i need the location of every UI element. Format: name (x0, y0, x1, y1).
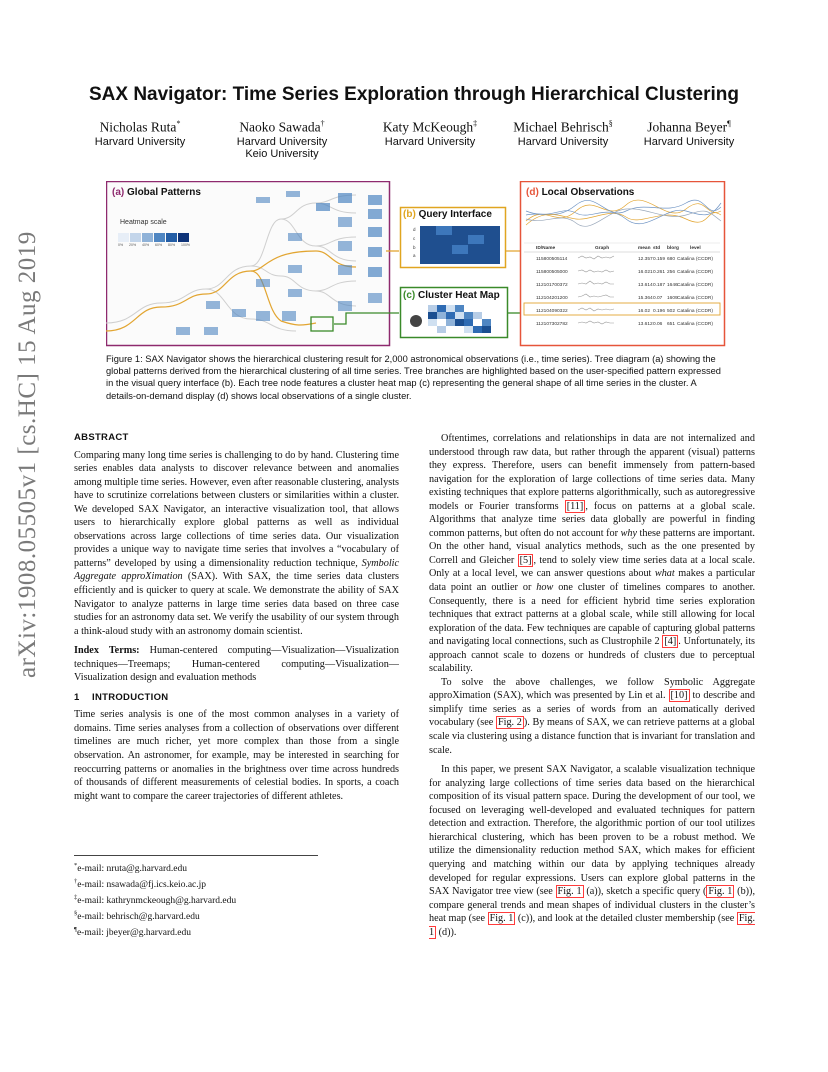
author-affiliation: Harvard University (643, 135, 735, 148)
svg-text:112104090322: 112104090322 (536, 309, 568, 314)
left-column (74, 431, 399, 803)
svg-text:1609: 1609 (667, 296, 678, 301)
figure-link[interactable]: Fig. 1 (708, 886, 733, 898)
svg-text:1646: 1646 (667, 283, 678, 288)
paper-title: SAX Navigator: Time Series Exploration through Hierarchical Clustering (88, 84, 740, 105)
svg-text:Catalina (CCDR): Catalina (CCDR) (677, 257, 713, 262)
svg-text:0.196: 0.196 (653, 309, 666, 314)
svg-text:12.357: 12.357 (638, 257, 653, 262)
index-terms: Index Terms: Human-centered computing—Visualization—Visualization techniques—Treemaps; Human-centered computing—Visualization—Visualization design and evaluation methods (74, 645, 399, 684)
heatmap-scale-ticks: 0% 20% 40% 60% 80% 100% (118, 243, 190, 247)
citation-link[interactable]: [5] (519, 554, 532, 566)
author-name: Naoko Sawada (239, 119, 321, 135)
figure-link[interactable]: Fig. 2 (497, 717, 522, 729)
footnote: ¶e-mail: jbeyer@g.harvard.edu (74, 925, 191, 938)
svg-text:level: level (690, 246, 701, 251)
citation-link[interactable]: [10] (670, 690, 688, 702)
author-name: Johanna Beyer (647, 119, 728, 135)
svg-text:Catalina (CCDR): Catalina (CCDR) (677, 283, 713, 288)
right-column (429, 432, 755, 939)
abstract-paragraph: Comparing many long time series is challenging to do by hand. Clustering time series enables data analysts to discover relevance between and anomalies among multiple time series. However, even after reasonable clustering, analysts have to scrutinize correlations between clusters or similarities within a cluster. We developed SAX Navigator, an interactive visualization tool, that allows users to hierarchically explore global patterns as well as individual observations across large collections of time series data. Our visualization provides a unique way to navigate time series that involves a “vocabulary of patterns” developed by using a dimensionality reduction technique, Symbolic Aggregate approXimation (SAX). With SAX, the time series data clusters efficiently and is quicker to query at scale. We demonstrate the ability of SAX Navigator to analyze patterns in large time series data based on three case studies for an astronomy data set. We verify the usability of our system through a think-aloud study with an astronomy domain scientist. (74, 449, 399, 637)
introduction-paragraph: Time series analysis is one of the most common analyses in a variety of domains. Time series analyses from a collection of observations over different timelines are much richer, yet more complex than those from a single observation. An astronomer, for example, may be interested in searching for reoccurring patterns or anomalies in the brightness over time across hundreds of thousands of different measurements of celestial bodies. In sports, a coach might want to compare the career trajectories of different athletes. (74, 709, 399, 802)
abstract-heading: ABSTRACT (74, 432, 129, 443)
panel-b-label: (b) Query Interface (403, 209, 492, 220)
figure-caption: Figure 1: SAX Navigator shows the hierarchical clustering result for 2,000 astronomical observations (i.e., time series). Tree diagram (a) showing the global patterns derived from the hierarchical clustering of all time series. Tree branches are highlighted based on the user-specified pattern expressed in the visual query interface (b). Each tree node features a cluster heat map (c) representing the general shape of all time series in the cluster. A details-on-demand display (d) shows local observations of a single cluster. (106, 354, 721, 401)
author-affiliation: Harvard University (384, 135, 476, 148)
panel-d-frame (521, 182, 725, 346)
svg-text:blorg: blorg (667, 246, 679, 251)
teaser-figure (106, 181, 726, 347)
svg-text:16.02: 16.02 (638, 309, 651, 314)
citation-link[interactable]: [11] (566, 500, 584, 512)
figure-link[interactable]: Fig. 1 (429, 913, 755, 938)
panel-d-label: (d) Local Observations (526, 187, 635, 198)
footnote: *e-mail: nruta@g.harvard.edu (74, 862, 188, 875)
author-4: Michael Behrisch§ Harvard University (500, 119, 626, 148)
intro-paragraph-2: Oftentimes, correlations and relationships in data are not internalized and understood through raw data, but rather through the apparent (visual) patterns they express. Therefore, users can benefit immensely from pattern-based navigation for the exploration of large collections of time series data. Many existing techniques that explore patterns algorithmically, such as autoregressive models or Fourier transforms [11] , focus on patterns at a global scale. Algorithms that analyze time series data globally are powerful in finding common patterns, but often do not account for why these patterns are important. On the other hand, visual analytics methods, such as the one presented by Correll and Gleicher [5] , tend to solely view time series data at a local scale. Only at a local level, we can answer questions about what makes a particular data point an outlier or how one cluster of timelines compares to another. Consequently, there is a need for efficient hybrid time series exploration techniques that extract patterns at a global scale, while still allowing for local exploration of the data. Few techniques are capable of capturing global patterns and navigating local connections, such as Clustrophile 2 [4] . Unfortunately, its approach cannot scale to dozens or hundreds of clusters due to perceptual scalability. (429, 433, 756, 675)
panel-c-label: (c) Cluster Heat Map (403, 290, 500, 301)
arxiv-identifier: arXiv:1908.05505v1 [cs.HC] 15 Aug 2019 (14, 231, 41, 678)
svg-text:mean: mean (638, 246, 651, 251)
author-affiliation: Harvard University (236, 135, 328, 148)
panel-a-label: (a) Global Patterns (112, 187, 201, 198)
author-name: Nicholas Ruta (99, 119, 177, 135)
svg-text:13.614: 13.614 (638, 283, 653, 288)
svg-text:Catalina (CCDR): Catalina (CCDR) (677, 270, 713, 275)
footnote: †e-mail: nsawada@fj.ics.keio.ac.jp (74, 877, 207, 891)
heatmap-scale-label: Heatmap scale (120, 219, 167, 226)
svg-text:13.612: 13.612 (638, 322, 653, 327)
intro-paragraph-3: To solve the above challenges, we follow Symbolic Aggregate approXimation (SAX), which was presented by Lin et al. [10] to describe and simplify time series as a series of words from an automatically derived vocabulary (see Fig. 2 ). By means of SAX, we can retrieve patterns at a global scale via clustering using a distance function that is invariant for translation and scale. (429, 676, 755, 756)
query-row-labels: d c b a (413, 227, 416, 259)
svg-text:Catalina (CCDR): Catalina (CCDR) (677, 322, 713, 327)
author-affiliation: Harvard University (517, 135, 609, 148)
footnotes (74, 860, 394, 940)
svg-text:0.159: 0.159 (653, 257, 666, 262)
svg-text:std: std (653, 246, 661, 251)
author-affiliation: Harvard University (94, 135, 186, 148)
svg-text:112101700372: 112101700372 (536, 283, 568, 288)
svg-text:0.06: 0.06 (653, 322, 663, 327)
svg-text:256: 256 (667, 270, 676, 275)
author-3: Katy McKeough‡ Harvard University (370, 119, 490, 148)
author-name: Michael Behrisch (513, 119, 609, 135)
svg-text:0.261: 0.261 (653, 270, 666, 275)
footnote: ‡e-mail: kathrynmckeough@g.harvard.edu (74, 893, 237, 907)
svg-text:ID/Name: ID/Name (536, 246, 556, 251)
author-5: Johanna Beyer¶ Harvard University (630, 119, 748, 148)
svg-text:680: 680 (667, 257, 676, 262)
citation-link[interactable]: [4] (664, 636, 677, 648)
svg-text:0.187: 0.187 (653, 283, 666, 288)
author-name: Katy McKeough (382, 119, 474, 135)
svg-text:15.364: 15.364 (638, 296, 653, 301)
svg-text:112104201200: 112104201200 (536, 296, 568, 301)
svg-text:Graph: Graph (595, 246, 610, 251)
introduction-heading: 1 INTRODUCTION (74, 691, 169, 703)
author-1: Nicholas Ruta* Harvard University (80, 119, 200, 148)
svg-text:651: 651 (667, 322, 676, 327)
svg-text:115800505000: 115800505000 (536, 270, 568, 275)
author-2: Naoko Sawada† Harvard University Keio University (222, 119, 342, 161)
footnote: §e-mail: behrisch@g.harvard.edu (74, 909, 200, 923)
svg-text:16.021: 16.021 (638, 270, 653, 275)
figure-link[interactable]: Fig. 1 (489, 913, 514, 925)
cluster-badge (410, 315, 422, 327)
footnote-divider (74, 855, 318, 856)
panel-a-frame (107, 182, 390, 346)
intro-paragraph-4: In this paper, we present SAX Navigator, a scalable visualization technique for analyzing large collections of time series data based on the hierarchical composition of its visual pattern space. During the development of our tool, we focused on leveraging well-developed and evaluated techniques for pattern detection and extraction. Therefore, the algorithmic portion of our tool utilizes hierarchical clustering, which has been proven to be a robust method. We utilize the dimensionality reduction method SAX, which makes for efficient querying and matching within our data by applying techniques already developed for regular expressions. Users can explore global patterns in the SAX Navigator tree view (see Fig. 1 (a)), sketch a specific query ( Fig. 1 (b)), compare general trends and mean shapes of individual clusters in the cluster’s heat map (see Fig. 1 (c)), and look at the detailed cluster membership (see Fig. 1 (d)). (429, 764, 755, 938)
svg-text:502: 502 (667, 309, 676, 314)
svg-text:115800505114: 115800505114 (536, 257, 568, 262)
svg-text:112107302782: 112107302782 (536, 322, 568, 327)
svg-text:Catalina (CCDR): Catalina (CCDR) (677, 309, 713, 314)
svg-text:0.07: 0.07 (653, 296, 663, 301)
svg-text:Catalina (CCDR): Catalina (CCDR) (677, 296, 713, 301)
query-grid (420, 226, 500, 264)
figure-link[interactable]: Fig. 1 (557, 886, 582, 898)
author-affiliation: Keio University (245, 148, 319, 160)
